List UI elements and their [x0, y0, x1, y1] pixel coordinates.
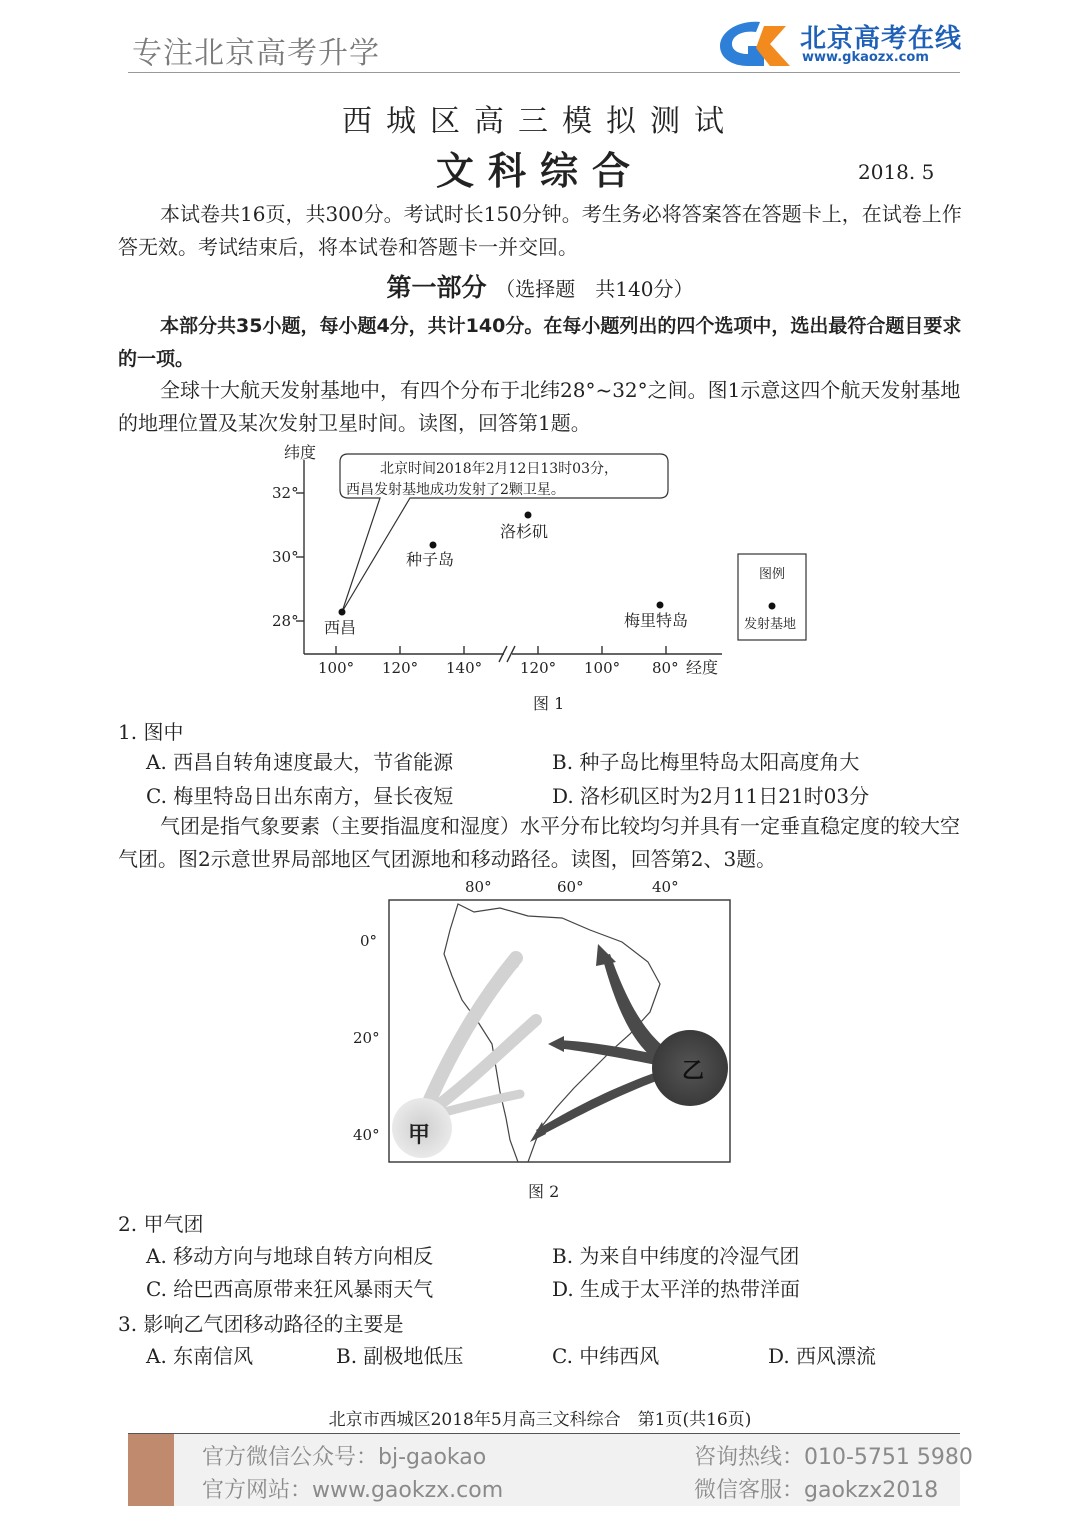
- site-label-xichang: 西昌: [324, 618, 357, 637]
- q2-option-c[interactable]: C. 给巴西高原带来狂风暴雨天气: [146, 1277, 434, 1301]
- q2-option-d[interactable]: D. 生成于太平洋的热带洋面: [552, 1277, 801, 1301]
- y-tick-28: 28°: [272, 612, 299, 630]
- exam-subject: 文科综合: [435, 148, 644, 193]
- header-slogan: 专注北京高考升学: [132, 36, 380, 71]
- site-dot-tanegashima: [430, 542, 437, 549]
- figure-2: [350, 872, 740, 1172]
- lon-tick-60: 60°: [557, 878, 584, 896]
- lon-tick-40: 40°: [652, 878, 679, 896]
- x-tick-140e: 140°: [446, 659, 483, 677]
- part-instruction: 本部分共35小题，每小题4分，共计140分。在每小题列出的四个选项中，选出最符合题目要求的一项。: [118, 315, 962, 370]
- y-axis-label: 纬度: [284, 443, 317, 462]
- y-tick-32: 32°: [272, 484, 299, 502]
- q3-option-d[interactable]: D. 西风漂流: [768, 1344, 877, 1368]
- figure-1: [260, 440, 820, 690]
- q1-option-b[interactable]: B. 种子岛比梅里特岛太阳高度角大: [552, 750, 860, 774]
- q2-option-a[interactable]: A. 移动方向与地球自转方向相反: [146, 1244, 434, 1268]
- header-divider: [128, 72, 960, 73]
- q1-stem: 1. 图中: [118, 720, 184, 744]
- figure-1-caption: 图 1: [533, 694, 565, 713]
- logo-url: www.gkaozx.com: [802, 50, 929, 65]
- q1-option-c[interactable]: C. 梅里特岛日出东南方，昼长夜短: [146, 784, 454, 808]
- site-dot-losangeles: [525, 512, 532, 519]
- exam-date: 2018. 5: [858, 160, 935, 184]
- x-tick-120w: 120°: [520, 659, 557, 677]
- exam-title: 西城区高三模拟测试: [342, 104, 738, 139]
- legend-dot: [769, 603, 776, 610]
- q2-option-b[interactable]: B. 为来自中纬度的冷湿气团: [552, 1244, 800, 1268]
- legend-title: 图例: [759, 567, 786, 582]
- site-label-merritt: 梅里特岛: [624, 611, 689, 630]
- air-mass-yi-label: 乙: [682, 1059, 705, 1084]
- part-title-sub: （选择题 共140分）: [495, 277, 694, 301]
- footer-wechat: 官方微信公众号：bj-gaokao: [202, 1445, 487, 1470]
- intro-text: 本试卷共16页，共300分。考试时长150分钟。考生务必将答案答在答题卡上，在试卷上作答无效。考试结束后，将本试卷和答题卡一并交回。: [118, 202, 962, 259]
- passage-2: 气团是指气象要素（主要指温度和湿度）水平分布比较均匀并具有一定垂直稳定度的较大空气团。图2示意世界局部地区气团源地和移动路径。读图，回答第2、3题。: [118, 814, 960, 871]
- site-label-tanegashima: 种子岛: [406, 550, 455, 569]
- legend-item: 发射基地: [744, 617, 797, 632]
- q1-option-a[interactable]: A. 西昌自转角速度最大，节省能源: [146, 750, 454, 774]
- lat-tick-20: 20°: [353, 1029, 380, 1047]
- y-tick-30: 30°: [272, 548, 299, 566]
- part-title-main: 第一部分: [386, 273, 487, 302]
- callout-line-1: 北京时间2018年2月12日13时03分，: [380, 461, 618, 477]
- site-dot-xichang: [339, 609, 346, 616]
- q3-option-a[interactable]: A. 东南信风: [146, 1344, 254, 1368]
- x-tick-100e: 100°: [318, 659, 355, 677]
- part-title: [0, 268, 1080, 304]
- q3-stem: 3. 影响乙气团移动路径的主要是: [118, 1312, 404, 1336]
- q1-option-d[interactable]: D. 洛杉矶区时为2月11日21时03分: [552, 784, 870, 808]
- q3-option-b[interactable]: B. 副极地低压: [336, 1344, 464, 1368]
- logo-name: 北京高考在线: [800, 24, 963, 54]
- figure-2-caption: 图 2: [528, 1182, 560, 1201]
- x-tick-120e: 120°: [382, 659, 419, 677]
- site-label-losangeles: 洛杉矶: [500, 522, 549, 541]
- footer-service: 微信客服：gaokzx2018: [694, 1478, 939, 1503]
- x-tick-80w: 80°: [652, 659, 679, 677]
- page-number-note: 北京市西城区2018年5月高三文科综合 第1页(共16页): [328, 1410, 752, 1430]
- footer-site[interactable]: 官方网站：www.gaokzx.com: [202, 1478, 504, 1503]
- q2-stem: 2. 甲气团: [118, 1212, 204, 1236]
- lat-tick-0: 0°: [360, 932, 378, 950]
- footer-hotline: 咨询热线：010-5751 5980: [694, 1445, 973, 1470]
- air-mass-jia-label: 甲: [408, 1123, 431, 1148]
- lon-tick-80: 80°: [465, 878, 492, 896]
- callout-line-2: 西昌发射基地成功发射了2颗卫星。: [346, 482, 565, 498]
- lat-tick-40: 40°: [353, 1126, 380, 1144]
- footer-accent-bar: [128, 1434, 174, 1506]
- x-tick-100w: 100°: [584, 659, 621, 677]
- footer-divider: [128, 1433, 960, 1434]
- passage-1: 全球十大航天发射基地中，有四个分布于北纬28°~32°之间。图1示意这四个航天发射基地的地理位置及某次发射卫星时间。读图，回答第1题。: [118, 378, 961, 435]
- q3-option-c[interactable]: C. 中纬西风: [552, 1344, 660, 1368]
- x-axis-label: 经度: [686, 658, 719, 677]
- site-dot-merritt: [657, 602, 664, 609]
